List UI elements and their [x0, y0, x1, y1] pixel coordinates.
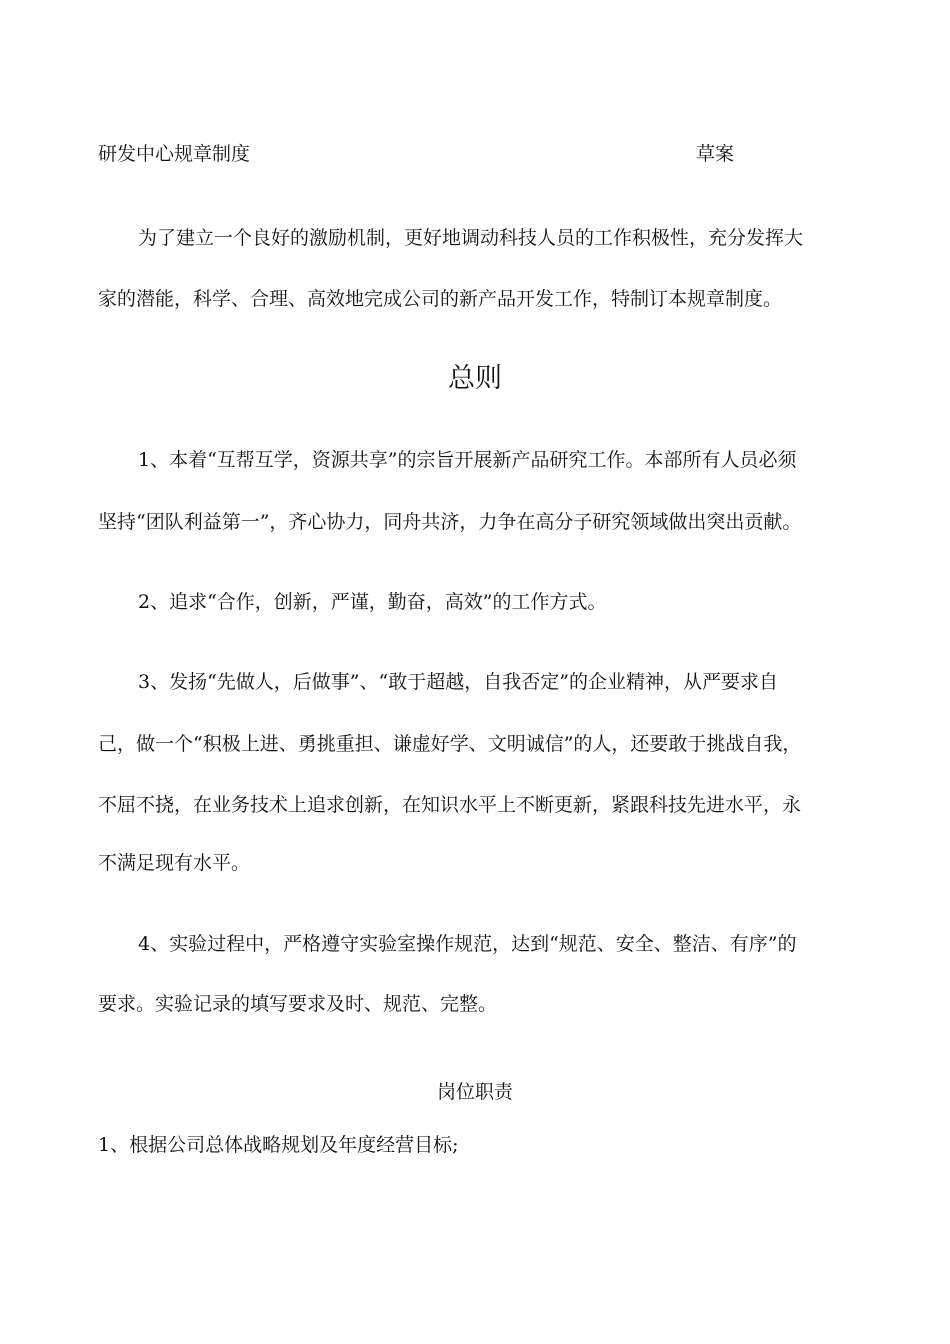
document-header-title: 研发中心规章制度	[98, 143, 251, 165]
section-title-duties: 岗位职责	[436, 1081, 513, 1103]
intro-line-1: 为了建立一个良好的激励机制，更好地调动科技人员的工作积极性，充分发挥大	[138, 227, 804, 249]
rule-1-line-1: 1、本着“互帮互学，资源共享”的宗旨开展新产品研究工作。本部所有人员必须	[138, 449, 797, 471]
duty-item-1: 1、根据公司总体战略规划及年度经营目标;	[98, 1134, 459, 1156]
rule-3-line-3: 不屈不挠，在业务技术上追求创新，在知识水平上不断更新，紧跟科技先进水平，永	[98, 794, 802, 816]
rule-4-line-2: 要求。实验记录的填写要求及时、规范、完整。	[98, 993, 498, 1015]
rule-2-line-1: 2、追求“合作，创新，严谨，勤奋，高效”的工作方式。	[138, 591, 607, 613]
rule-3-line-2: 己，做一个“积极上进、勇挑重担、谦虚好学、文明诚信”的人，还要敢于挑战自我，	[98, 733, 802, 755]
rule-1-line-2: 坚持“团队利益第一”，齐心协力，同舟共济，力争在高分子研究领域做出突出贡献。	[98, 511, 802, 533]
rule-3-line-4: 不满足现有水平。	[98, 852, 251, 874]
intro-line-2: 家的潜能，科学、合理、高效地完成公司的新产品开发工作，特制订本规章制度。	[98, 288, 783, 310]
rule-4-line-1: 4、实验过程中，严格遵守实验室操作规范，达到“规范、安全、整洁、有序”的	[138, 933, 797, 955]
document-header-status: 草案	[696, 143, 735, 165]
rule-3-line-1: 3、发扬“先做人，后做事”、“敢于超越，自我否定”的企业精神，从严要求自	[138, 671, 778, 693]
section-title-general: 总则	[448, 363, 502, 394]
